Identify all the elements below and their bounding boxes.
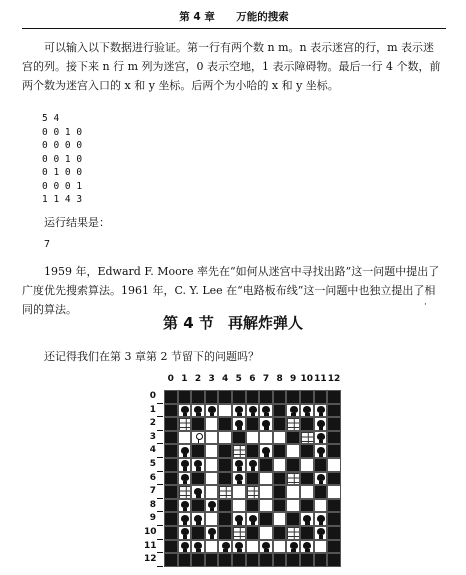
map-cell-wall — [218, 417, 232, 431]
map-cell-wall — [300, 553, 314, 567]
map-cell-space — [273, 540, 287, 554]
code-line: 0 0 1 0 — [42, 126, 83, 138]
map-cell-space — [259, 472, 273, 486]
map-cell-space — [205, 458, 219, 472]
row-number: 11 — [144, 540, 157, 551]
enemy-icon — [232, 458, 246, 472]
map-cell-wall — [273, 553, 287, 567]
enemy-icon — [178, 526, 192, 540]
map-cell-space — [314, 499, 328, 513]
map-cell-wall — [178, 553, 192, 567]
map-cell-wall — [327, 390, 341, 404]
enemy-icon — [300, 512, 314, 526]
map-cell-wall — [286, 458, 300, 472]
map-cell-wall — [273, 417, 287, 431]
column-number: 4 — [222, 374, 229, 384]
code-line: 1 1 4 3 — [42, 194, 83, 205]
result-value: 7 — [44, 239, 51, 250]
map-cell-wall — [327, 540, 341, 554]
enemy-icon — [191, 458, 205, 472]
map-cell-space — [218, 431, 232, 445]
map-cell-wall — [259, 512, 273, 526]
map-cell-wall — [286, 553, 300, 567]
map-cell-wall — [164, 404, 178, 418]
map-cell-wall — [218, 526, 232, 540]
map-cell-space — [286, 499, 300, 513]
row-tick — [157, 443, 163, 444]
map-cell-wall — [246, 526, 260, 540]
row-number: 9 — [149, 513, 156, 524]
enemy-icon — [300, 404, 314, 418]
map-cell-wall — [327, 526, 341, 540]
column-number: 7 — [262, 374, 270, 384]
column-number: 8 — [276, 374, 283, 384]
map-cell-wall — [327, 417, 341, 431]
map-cell-space — [259, 431, 273, 445]
map-cell-wall — [300, 526, 314, 540]
map-cell-wall — [300, 499, 314, 513]
map-cell-wall — [191, 472, 205, 486]
map-cell-space — [218, 404, 232, 418]
section-number: 第 4 节 — [163, 314, 214, 332]
map-cell-brick — [300, 431, 314, 445]
map-cell-wall — [232, 553, 246, 567]
column-number: 11 — [314, 374, 327, 384]
map-cell-space — [259, 499, 273, 513]
map-cell-wall — [314, 390, 328, 404]
row-tick — [157, 471, 163, 472]
map-cell-brick — [286, 526, 300, 540]
map-cell-wall — [218, 472, 232, 486]
map-cell-wall — [327, 499, 341, 513]
row-tick — [157, 566, 163, 567]
column-number: 2 — [194, 374, 202, 384]
map-cell-wall — [191, 444, 205, 458]
map-cell-wall — [164, 526, 178, 540]
row-tick — [157, 416, 163, 417]
map-cell-brick — [218, 485, 232, 499]
column-number: 6 — [249, 374, 256, 384]
map-cell-wall — [286, 431, 300, 445]
enemy-icon — [286, 540, 300, 554]
code-line: 5 4 — [42, 113, 60, 124]
enemy-icon — [232, 404, 246, 418]
column-number: 1 — [181, 374, 188, 384]
map-cell-wall — [327, 512, 341, 526]
sample-input-code — [42, 112, 82, 207]
row-tick — [157, 552, 163, 553]
row-tick — [157, 511, 163, 512]
enemy-icon — [314, 472, 328, 486]
row-tick — [157, 539, 163, 540]
map-cell-space — [178, 431, 192, 445]
map-cell-wall — [259, 390, 273, 404]
row-tick — [157, 484, 163, 485]
enemy-icon — [286, 404, 300, 418]
map-cell-space — [246, 540, 260, 554]
code-line: 0 0 0 0 — [42, 140, 83, 151]
enemy-icon — [178, 458, 192, 472]
chapter-number: 第 4 章 — [179, 11, 215, 23]
map-cell-wall — [300, 417, 314, 431]
map-cell-wall — [178, 390, 192, 404]
map-cell-brick — [232, 444, 246, 458]
row-number: 12 — [144, 554, 157, 565]
map-cell-wall — [164, 472, 178, 486]
map-cell-wall — [164, 512, 178, 526]
enemy-icon — [205, 499, 219, 513]
map-cell-wall — [191, 553, 205, 567]
enemy-icon — [205, 404, 219, 418]
map-cell-brick — [286, 417, 300, 431]
map-cell-wall — [273, 404, 287, 418]
row-number: 2 — [149, 418, 156, 429]
map-cell-wall — [164, 390, 178, 404]
map-cell-space — [314, 540, 328, 554]
enemy-icon — [314, 512, 328, 526]
enemy-icon — [205, 526, 219, 540]
map-cell-space — [300, 458, 314, 472]
map-cell-wall — [246, 553, 260, 567]
enemy-icon — [191, 404, 205, 418]
column-number: 12 — [327, 374, 341, 384]
map-cell-wall — [205, 390, 219, 404]
map-cell-wall — [327, 431, 341, 445]
row-number: 3 — [149, 431, 156, 442]
map-cell-space — [273, 431, 287, 445]
map-cell-wall — [259, 458, 273, 472]
enemy-icon — [300, 540, 314, 554]
map-cell-wall — [218, 444, 232, 458]
row-number: 7 — [149, 486, 156, 497]
enemy-icon — [232, 472, 246, 486]
map-cell-space — [205, 431, 219, 445]
map-cell-space — [246, 431, 260, 445]
map-cell-wall — [286, 512, 300, 526]
paragraph-input-description: 可以输入以下数据进行验证。第一行有两个数 n m。n 表示迷宫的行，m 表示迷宫的列。接下来 n 行 m 列为迷宫，0 表示空地，1 表示障碍物。最后一行 4 个数，前两个数为迷宫入口的 x 和 y 坐标。后两个为小哈的 x 和 y 坐标。 — [22, 41, 441, 92]
map-cell-wall — [246, 499, 260, 513]
column-number: 0 — [167, 374, 174, 384]
map-cell-wall — [191, 499, 205, 513]
map-cell-wall — [218, 512, 232, 526]
map-cell-brick — [178, 417, 192, 431]
row-number: 10 — [144, 527, 157, 537]
map-cell-space — [327, 485, 341, 499]
enemy-icon — [314, 404, 328, 418]
map-cell-wall — [246, 390, 260, 404]
map-cell-wall — [246, 444, 260, 458]
map-cell-wall — [232, 431, 246, 445]
code-line: 0 0 1 0 — [42, 153, 83, 165]
map-cell-wall — [273, 390, 287, 404]
enemy-icon — [178, 404, 192, 418]
enemy-icon — [259, 417, 273, 431]
map-cell-wall — [314, 485, 328, 499]
map-cell-space — [286, 485, 300, 499]
enemy-icon — [314, 431, 328, 445]
chapter-title: 万能的搜索 — [236, 11, 289, 23]
map-cell-wall — [164, 499, 178, 513]
map-cell-wall — [164, 458, 178, 472]
decorative-dot: · — [424, 300, 427, 310]
column-number: 5 — [235, 374, 242, 384]
map-cell-wall — [300, 472, 314, 486]
paragraph-history: 1959 年，Edward F. Moore 率先在“如何从迷宫中寻找出路”这一问题中提出了广度优先搜索算法。1961 年，C. Y. Lee 在“电路板布线”这一问题中也独立提出了相同的算法。 — [22, 265, 440, 316]
map-cell-space — [273, 512, 287, 526]
map-cell-space — [286, 444, 300, 458]
section-heading — [0, 312, 466, 333]
map-cell-wall — [205, 553, 219, 567]
enemy-icon — [246, 512, 260, 526]
page-header — [22, 6, 446, 29]
map-cell-wall — [327, 444, 341, 458]
row-tick — [157, 525, 163, 526]
row-tick — [157, 403, 163, 404]
map-cell-wall — [273, 485, 287, 499]
row-number: 8 — [149, 499, 156, 510]
enemy-icon — [232, 540, 246, 554]
map-cell-wall — [273, 499, 287, 513]
map-cell-wall — [327, 553, 341, 567]
map-cell-wall — [300, 390, 314, 404]
map-cell-wall — [164, 553, 178, 567]
map-cell-wall — [164, 417, 178, 431]
section-title: 再解炸弹人 — [227, 314, 303, 332]
enemy-icon — [314, 417, 328, 431]
map-cell-space — [205, 444, 219, 458]
map-cell-wall — [164, 431, 178, 445]
row-number: 6 — [149, 472, 156, 483]
map-cell-wall — [218, 458, 232, 472]
enemy-icon — [178, 444, 192, 458]
enemy-icon — [314, 526, 328, 540]
map-cell-wall — [273, 444, 287, 458]
map-cell-space — [205, 512, 219, 526]
map-cell-wall — [314, 458, 328, 472]
map-cell-wall — [314, 553, 328, 567]
map-cell-wall — [218, 553, 232, 567]
enemy-icon — [191, 540, 205, 554]
enemy-icon — [178, 499, 192, 513]
map-cell-space — [205, 540, 219, 554]
map-cell-brick — [286, 472, 300, 486]
map-cell-wall — [191, 390, 205, 404]
row-number: 4 — [149, 445, 156, 456]
map-cell-wall — [273, 526, 287, 540]
player-icon — [191, 431, 205, 445]
map-cell-brick — [246, 485, 260, 499]
enemy-icon — [232, 417, 246, 431]
map-cell-wall — [327, 404, 341, 418]
map-cell-wall — [273, 472, 287, 486]
map-cell-space — [232, 499, 246, 513]
row-tick — [157, 498, 163, 499]
code-line: 0 1 0 0 — [42, 167, 83, 178]
map-cell-wall — [246, 417, 260, 431]
row-number: 1 — [149, 404, 156, 415]
map-cell-space — [273, 458, 287, 472]
map-cell-wall — [232, 390, 246, 404]
column-number: 3 — [208, 374, 215, 384]
enemy-icon — [246, 404, 260, 418]
map-cell-wall — [327, 472, 341, 486]
map-cell-wall — [164, 444, 178, 458]
enemy-icon — [232, 512, 246, 526]
enemy-icon — [191, 485, 205, 499]
map-cell-wall — [164, 540, 178, 554]
map-cell-brick — [232, 526, 246, 540]
row-number: 0 — [149, 391, 156, 401]
map-cell-wall — [259, 553, 273, 567]
row-tick — [157, 457, 163, 458]
map-cell-wall — [218, 499, 232, 513]
map-cell-wall — [191, 417, 205, 431]
result-label: 运行结果是： — [44, 216, 110, 229]
map-cell-space — [232, 485, 246, 499]
map-cell-wall — [246, 472, 260, 486]
map-cell-brick — [178, 485, 192, 499]
map-cell-space — [205, 417, 219, 431]
map-cell-wall — [164, 485, 178, 499]
map-cell-space — [205, 485, 219, 499]
enemy-icon — [246, 458, 260, 472]
map-cell-wall — [218, 390, 232, 404]
enemy-icon — [259, 404, 273, 418]
map-cell-space — [259, 485, 273, 499]
enemy-icon — [191, 512, 205, 526]
enemy-icon — [178, 512, 192, 526]
row-number: 5 — [149, 459, 156, 469]
map-cell-space — [300, 485, 314, 499]
row-tick — [157, 430, 163, 431]
column-number: 10 — [300, 374, 314, 384]
map-cell-space — [205, 472, 219, 486]
map-cell-space — [327, 458, 341, 472]
question-text: 还记得我们在第 3 章第 2 节留下的问题吗？ — [44, 350, 259, 363]
enemy-icon — [314, 444, 328, 458]
map-cell-wall — [300, 444, 314, 458]
code-line: 0 0 0 1 — [42, 180, 83, 192]
map-cell-wall — [286, 390, 300, 404]
enemy-icon — [259, 540, 273, 554]
enemy-icon — [178, 540, 192, 554]
enemy-icon — [218, 540, 232, 554]
enemy-icon — [178, 472, 192, 486]
column-number: 9 — [290, 374, 297, 384]
enemy-icon — [259, 444, 273, 458]
map-cell-space — [259, 526, 273, 540]
map-cell-wall — [191, 526, 205, 540]
